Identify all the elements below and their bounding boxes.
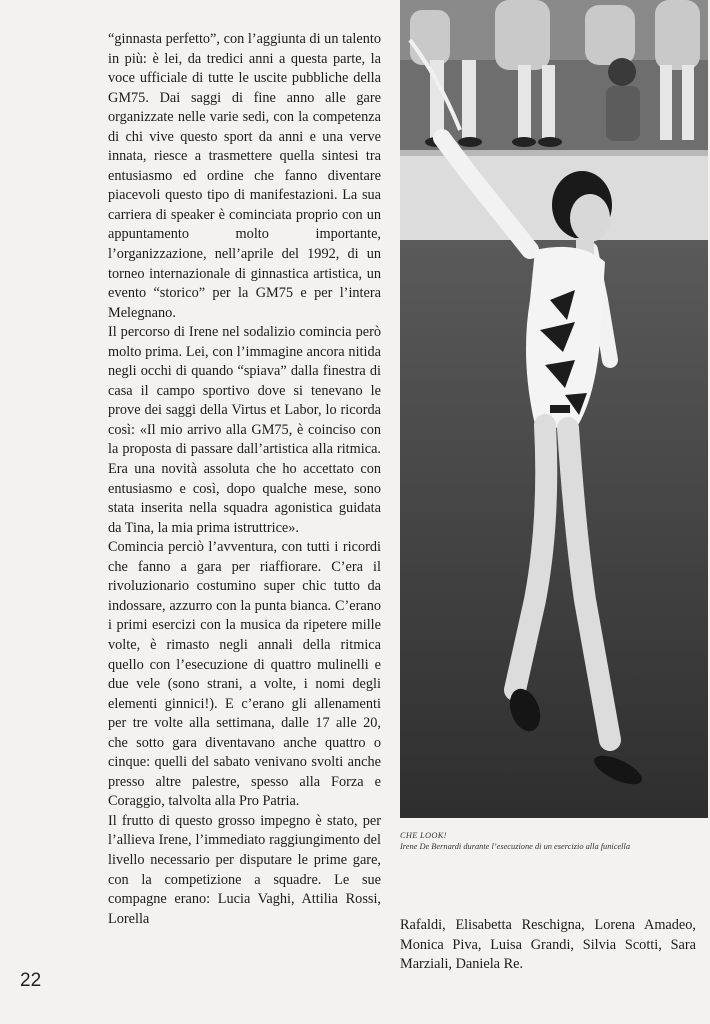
photo-caption (400, 830, 705, 852)
page-number: 22 (20, 970, 42, 991)
article-column-left (108, 30, 381, 929)
caption-title: CHE LOOK! (400, 831, 447, 840)
paragraph: Rafaldi, Elisabetta Reschigna, Lorena Amadeo, Monica Piva, Luisa Grandi, Silvia Scotti, Sara Marziali, Daniela Re. (400, 917, 696, 973)
article-column-right (400, 916, 696, 975)
caption-text: Irene De Bernardi durante l’esecuzione di un esercizio alla funicella (400, 842, 631, 851)
gymnast-illustration (400, 0, 708, 818)
paragraph: “ginnasta perfetto”, con l’aggiunta di un talento in più: è lei, da tredici anni a questa parte, la voce ufficiale di tutte le uscite pubbliche della GM75. Dai saggi di fine anno alle gare organizzate nelle varie sedi, con la competenza di chi vive questo sport da anni e una verve innata, riesce a trasmettere quella sintesi tra entusiasmo ed ordine che fanno diventare piacevoli questo tipo di manifestazioni. La sua carriera di speaker è cominciata proprio con un appuntamento molto importante, l’organizzazione, nell’aprile del 1992, di un torneo internazionale di ginnastica artistica, un evento “storico” per la GM75 e per l’intera Melegnano. (108, 31, 381, 321)
paragraph: Comincia perciò l’avventura, con tutti i ricordi che fanno a gara per riaffiorare. C’era il rivoluzionario costumino super chic tutto da indossare, azzurro con la punta bianca. C’erano i primi esercizi con la musica da ripetere mille volte, è rimasto negli annali della ritmica quello con l’esecuzione di quattro mulinelli e due vele (sono strani, a volte, i nomi degli elementi ginnici!). E c’erano gli allenamenti per tre volte alla settimana, dalle 17 alle 20, che sotto gara diventavano anche quattro o cinque: quelli del sabato venivano svolti anche presso altre palestre, spesso alla Forza e Coraggio, talvolta alla Pro Patria. (108, 539, 381, 810)
paragraph: Il percorso di Irene nel sodalizio comincia però molto prima. Lei, con l’immagine ancora nitida negli occhi di quando “spiava” dalla finestra di casa il campo sportivo dove si tenevano le prove dei saggi della Virtus et Labor, lo ricorda così: «Il mio arrivo alla GM75, è coinciso con la proposta di passare dall’artistica alla ritmica. Era una novità assoluta che ho accettato con entusiasmo e così, dopo qualche mese, sono stata inserita nella squadra agonistica guidata da Tina, la mia prima istruttrice». (108, 324, 381, 536)
paragraph: Il frutto di questo grosso impegno è stato, per l’allieva Irene, l’immediato raggiungimento del livello necessario per disputare le prime gare, con la competizione a squadre. Le sue compagne erano: Lucia Vaghi, Attilia Rossi, Lorella (108, 812, 381, 927)
gymnast-photo (400, 0, 708, 818)
